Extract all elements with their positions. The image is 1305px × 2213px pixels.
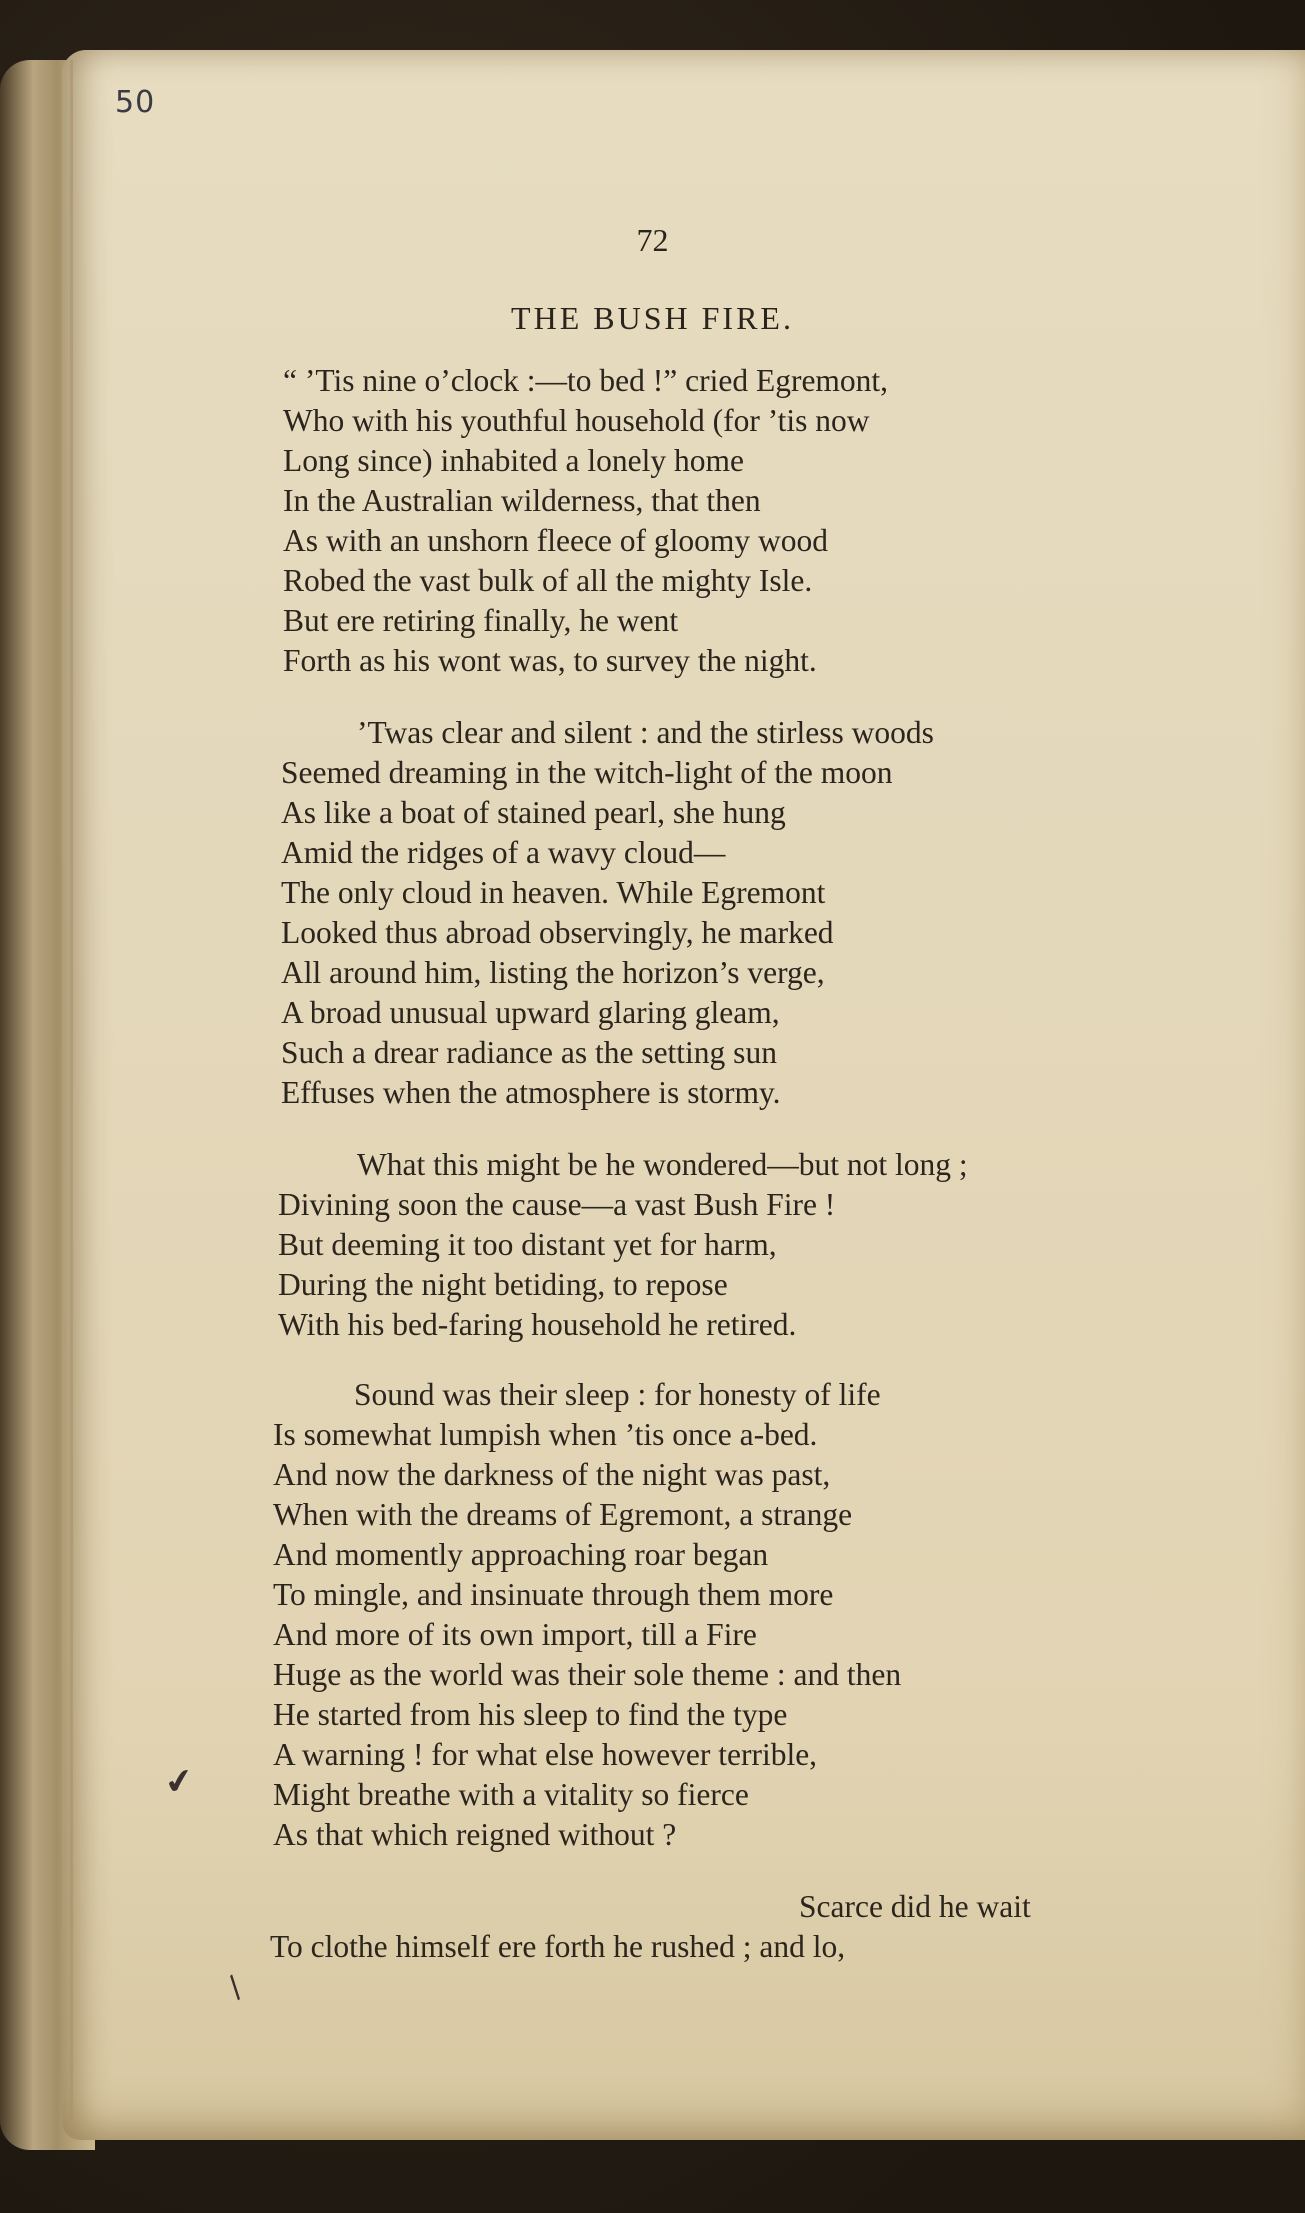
- poem-line: A warning ! for what else however terrible,: [273, 1737, 818, 1772]
- poem-line: Long since) inhabited a lonely home: [283, 443, 744, 478]
- handwritten-folio-number: 50: [115, 85, 156, 120]
- poem-line: Forth as his wont was, to survey the night.: [283, 643, 817, 678]
- checkmark-icon: ✔: [161, 1759, 197, 1805]
- poem-line: To mingle, and insinuate through them more: [273, 1577, 834, 1612]
- poem-line: Divining soon the cause—a vast Bush Fire !: [278, 1187, 836, 1222]
- pencil-stroke-mark: /: [220, 1970, 250, 2005]
- poem-line: But ere retiring finally, he went: [283, 603, 679, 638]
- poem-line: Looked thus abroad observingly, he marked: [281, 915, 834, 950]
- poem-line: And momently approaching roar began: [273, 1537, 769, 1572]
- poem-line: “ ’Tis nine o’clock :—to bed !” cried Egremont,: [283, 363, 889, 398]
- poem-line: In the Australian wilderness, that then: [283, 483, 761, 518]
- poem-line: As like a boat of stained pearl, she hung: [281, 795, 786, 830]
- poem-line: Might breathe with a vitality so fierce: [273, 1777, 749, 1812]
- poem-line: Seemed dreaming in the witch-light of the moon: [281, 755, 893, 790]
- poem-line: To clothe himself ere forth he rushed ; and lo,: [270, 1929, 846, 1964]
- poem-line: Amid the ridges of a wavy cloud—: [281, 835, 726, 870]
- poem-line: ’Twas clear and silent : and the stirless woods: [357, 715, 934, 750]
- poem-line: But deeming it too distant yet for harm,: [278, 1227, 777, 1262]
- poem-line: Is somewhat lumpish when ’tis once a-bed.: [273, 1417, 818, 1452]
- poem-line: As that which reigned without ?: [273, 1817, 677, 1852]
- poem-line: Huge as the world was their sole theme : and then: [273, 1657, 902, 1692]
- poem-line: The only cloud in heaven. While Egremont: [281, 875, 826, 910]
- poem-line: Robed the vast bulk of all the mighty Isle.: [283, 563, 813, 598]
- poem-line: Scarce did he wait: [799, 1889, 1031, 1924]
- poem-line: During the night betiding, to repose: [278, 1267, 728, 1302]
- page-number: 72: [636, 222, 669, 258]
- poem-line: All around him, listing the horizon’s verge,: [281, 955, 825, 990]
- poem-line: And now the darkness of the night was past,: [273, 1457, 831, 1492]
- poem-line: What this might be he wondered—but not long ;: [357, 1147, 968, 1182]
- poem-line: Effuses when the atmosphere is stormy.: [281, 1075, 781, 1110]
- poem-line: When with the dreams of Egremont, a strange: [273, 1497, 853, 1532]
- poem-line: With his bed-faring household he retired.: [278, 1307, 797, 1342]
- poem-line: As with an unshorn fleece of gloomy wood: [283, 523, 829, 558]
- poem-line: Sound was their sleep : for honesty of life: [354, 1377, 881, 1412]
- poem-line: And more of its own import, till a Fire: [273, 1617, 757, 1652]
- poem-line: Who with his youthful household (for ’tis now: [283, 403, 870, 438]
- poem-line: He started from his sleep to find the type: [273, 1697, 788, 1732]
- poem-title: THE BUSH FIRE.: [511, 300, 794, 336]
- poem-line: Such a drear radiance as the setting sun: [281, 1035, 777, 1070]
- poem-line: A broad unusual upward glaring gleam,: [281, 995, 780, 1030]
